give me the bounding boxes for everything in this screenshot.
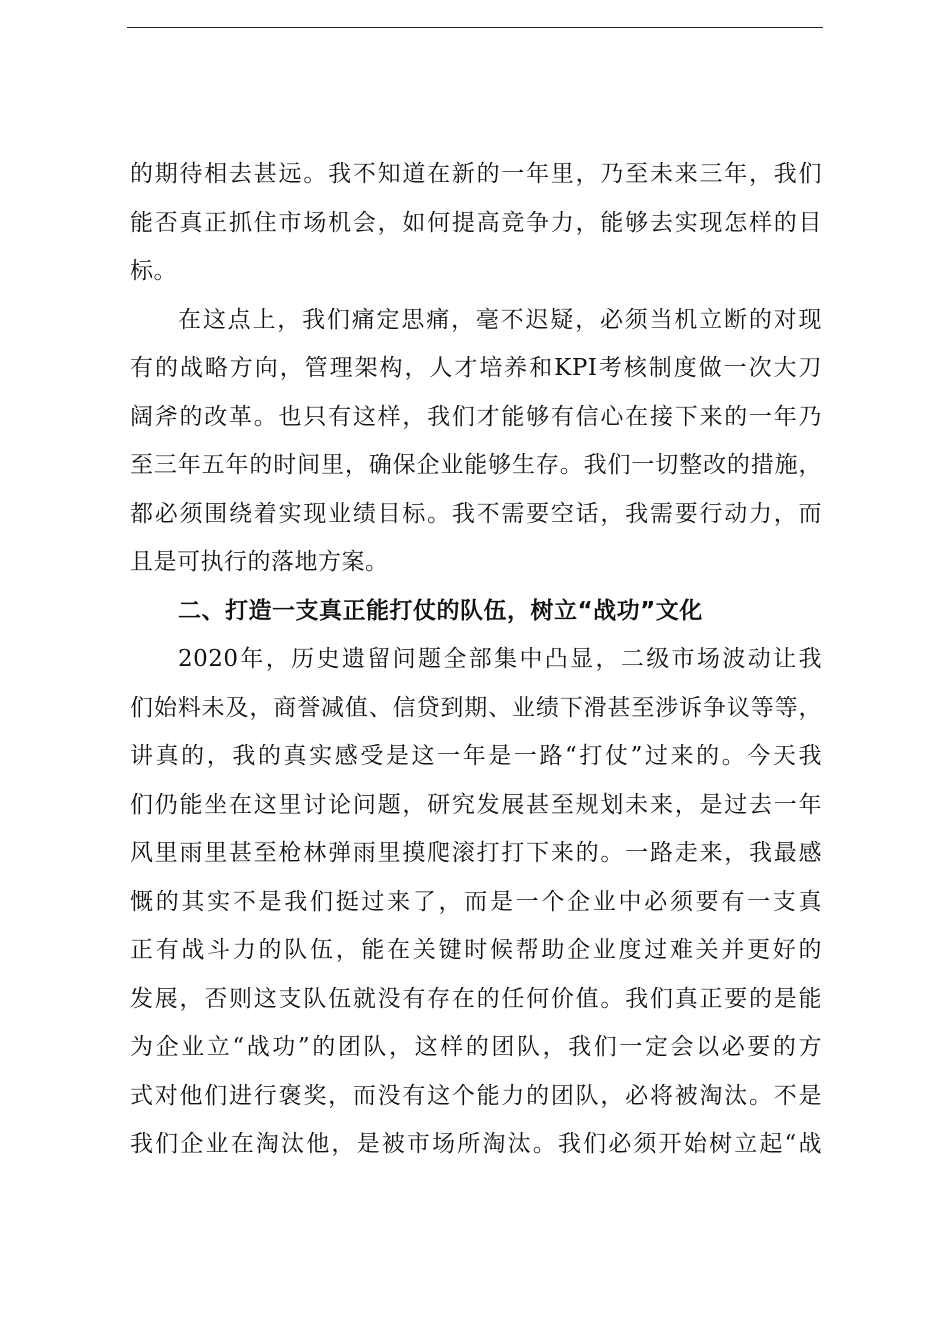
header-rule (127, 27, 823, 28)
paragraph (130, 150, 822, 296)
text-line: 为企业立“战功”的团队，这样的团队，我们一定会以必要的方 (130, 1034, 822, 1060)
text-line: 讲真的，我的真实感受是这一年是一路“打仗”过来的。今天我 (130, 743, 822, 769)
text-line: 阔斧的改革。也只有这样，我们才能够有信心在接下来的一年乃 (130, 403, 822, 430)
text-line: 的期待相去甚远。我不知道在新的一年里，乃至未来三年，我们 (130, 161, 822, 187)
text-line: 至三年五年的时间里，确保企业能够生存。我们一切整改的措施， (130, 452, 822, 478)
text-line: 2020年，历史遗留问题全部集中凸显，二级市场波动让我 (178, 646, 822, 672)
text-line: 标。 (130, 258, 177, 284)
text-line: 们仍能坐在这里讨论问题，研究发展甚至规划未来，是过去一年 (130, 791, 822, 818)
text-line: 们始料未及，商誉减值、信贷到期、业绩下滑甚至涉诉争议等等， (130, 694, 822, 721)
text-line: 都必须围绕着实现业绩目标。我不需要空话，我需要行动力，而 (130, 500, 822, 527)
text-line: 我们企业在淘汰他，是被市场所淘汰。我们必须开始树立起“战 (130, 1131, 822, 1157)
text-line: 发展，否则这支队伍就没有存在的任何价值。我们真正要的是能 (130, 985, 822, 1012)
text-line: 慨的其实不是我们挺过来了，而是一个企业中必须要有一支真 (130, 888, 822, 915)
text-line: 正有战斗力的队伍，能在关键时候帮助企业度过难关并更好的 (130, 937, 822, 963)
paragraph (130, 635, 822, 1169)
text-line: 式对他们进行褒奖，而没有这个能力的团队，必将被淘汰。不是 (130, 1082, 822, 1109)
text-line: 风里雨里甚至枪林弹雨里摸爬滚打打下来的。一路走来，我最感 (130, 840, 822, 866)
section-heading: 二、打造一支真正能打仗的队伍，树立“战功”文化 (178, 597, 703, 624)
text-line: 且是可执行的落地方案。 (130, 549, 389, 575)
text-line: 能否真正抓住市场机会，如何提高竞争力，能够去实现怎样的目 (130, 209, 822, 236)
text-line: 在这点上，我们痛定思痛，毫不迟疑，必须当机立断的对现 (178, 306, 822, 333)
document-body (130, 150, 822, 1169)
paragraph (130, 296, 822, 587)
text-line: 有的战略方向，管理架构，人才培养和KPI考核制度做一次大刀 (130, 355, 822, 381)
